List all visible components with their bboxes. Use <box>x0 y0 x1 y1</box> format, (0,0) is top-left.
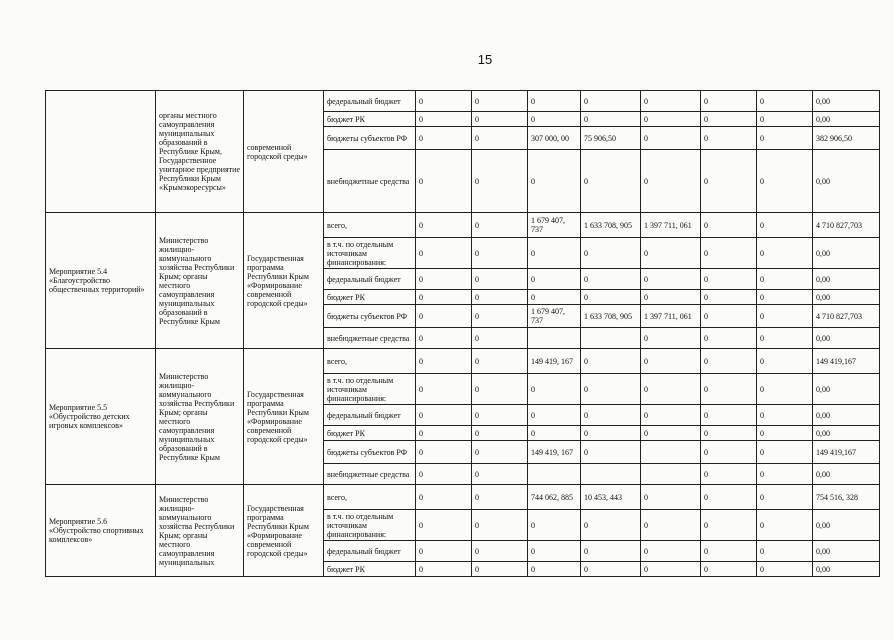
value-total-cell: 149 419,167 <box>813 441 880 464</box>
value-year-6-cell: 0 <box>701 238 757 269</box>
value-year-4-cell: 0 <box>581 150 641 213</box>
value-year-3-cell: 0 <box>528 562 581 577</box>
value-year-5-cell: 0 <box>641 541 701 562</box>
value-year-1-cell: 0 <box>416 485 472 510</box>
event-cell: Мероприятие 5.4 «Благоустройство общественных территорий» <box>46 213 156 349</box>
value-total-cell: 0,00 <box>813 91 880 112</box>
value-year-4-cell: 75 906,50 <box>581 127 641 150</box>
value-year-1-cell: 0 <box>416 238 472 269</box>
value-year-7-cell: 0 <box>757 127 813 150</box>
funding-source-cell: бюджет РК <box>324 290 416 305</box>
value-year-3-cell: 0 <box>528 91 581 112</box>
value-total-cell: 0,00 <box>813 290 880 305</box>
value-year-7-cell: 0 <box>757 269 813 290</box>
table-row <box>46 91 880 112</box>
executor-cell: Министерство жилищно-коммунального хозяйства Республики Крым; органы местного самоуправления муниципальных образований в Республике Крым <box>156 213 244 349</box>
value-year-5-cell: 0 <box>641 405 701 426</box>
value-year-2-cell: 0 <box>472 213 528 238</box>
value-year-5-cell: 0 <box>641 349 701 374</box>
funding-source-cell: внебюджетные средства <box>324 328 416 349</box>
funding-source-cell: бюджет РК <box>324 562 416 577</box>
value-year-4-cell: 1 633 708, 905 <box>581 305 641 328</box>
value-total-cell: 0,00 <box>813 374 880 405</box>
value-year-3-cell: 149 419, 167 <box>528 349 581 374</box>
funding-source-cell: в т.ч. по отдельным источникам финансирования: <box>324 510 416 541</box>
value-total-cell: 4 710 827,703 <box>813 213 880 238</box>
value-year-4-cell: 10 453, 443 <box>581 485 641 510</box>
value-year-6-cell: 0 <box>701 112 757 127</box>
event-cell <box>46 91 156 213</box>
value-year-4-cell: 0 <box>581 374 641 405</box>
funding-source-cell: бюджет РК <box>324 426 416 441</box>
table-row <box>46 213 880 238</box>
value-year-7-cell: 0 <box>757 349 813 374</box>
value-year-3-cell: 0 <box>528 426 581 441</box>
value-year-1-cell: 0 <box>416 127 472 150</box>
value-year-7-cell: 0 <box>757 464 813 485</box>
funding-source-cell: внебюджетные средства <box>324 464 416 485</box>
value-year-3-cell: 0 <box>528 405 581 426</box>
value-year-3-cell: 0 <box>528 290 581 305</box>
value-year-5-cell: 0 <box>641 269 701 290</box>
value-year-1-cell: 0 <box>416 541 472 562</box>
value-year-6-cell: 0 <box>701 328 757 349</box>
value-year-2-cell: 0 <box>472 426 528 441</box>
value-year-3-cell: 0 <box>528 112 581 127</box>
value-year-7-cell: 0 <box>757 305 813 328</box>
funding-source-cell: бюджеты субъектов РФ <box>324 441 416 464</box>
value-year-5-cell: 0 <box>641 112 701 127</box>
value-year-2-cell: 0 <box>472 305 528 328</box>
value-year-6-cell: 0 <box>701 349 757 374</box>
value-year-3-cell: 1 679 407, 737 <box>528 213 581 238</box>
funding-source-cell: федеральный бюджет <box>324 541 416 562</box>
value-year-4-cell: 1 633 708, 905 <box>581 213 641 238</box>
value-year-2-cell: 0 <box>472 328 528 349</box>
value-year-1-cell: 0 <box>416 562 472 577</box>
value-year-1-cell: 0 <box>416 349 472 374</box>
value-year-6-cell: 0 <box>701 541 757 562</box>
value-year-1-cell: 0 <box>416 305 472 328</box>
value-year-5-cell <box>641 441 701 464</box>
value-year-1-cell: 0 <box>416 510 472 541</box>
value-year-6-cell: 0 <box>701 464 757 485</box>
funding-source-cell: в т.ч. по отдельным источникам финансирования: <box>324 374 416 405</box>
value-year-5-cell: 0 <box>641 485 701 510</box>
value-total-cell: 0,00 <box>813 464 880 485</box>
value-year-3-cell: 744 062, 885 <box>528 485 581 510</box>
value-year-5-cell: 1 397 711, 061 <box>641 305 701 328</box>
value-year-3-cell: 0 <box>528 510 581 541</box>
value-total-cell: 0,00 <box>813 238 880 269</box>
value-year-1-cell: 0 <box>416 464 472 485</box>
value-year-3-cell: 1 679 407, 737 <box>528 305 581 328</box>
value-year-4-cell: 0 <box>581 541 641 562</box>
funding-source-cell: федеральный бюджет <box>324 91 416 112</box>
value-year-2-cell: 0 <box>472 441 528 464</box>
value-year-5-cell: 0 <box>641 426 701 441</box>
program-cell: Государственная программа Республики Крым «Формирование современной городской среды» <box>244 213 324 349</box>
value-year-5-cell: 0 <box>641 150 701 213</box>
value-year-1-cell: 0 <box>416 112 472 127</box>
value-year-7-cell: 0 <box>757 374 813 405</box>
value-year-3-cell <box>528 464 581 485</box>
value-year-6-cell: 0 <box>701 91 757 112</box>
value-year-2-cell: 0 <box>472 405 528 426</box>
value-year-4-cell: 0 <box>581 441 641 464</box>
value-year-7-cell: 0 <box>757 112 813 127</box>
value-year-6-cell: 0 <box>701 269 757 290</box>
value-year-4-cell: 0 <box>581 510 641 541</box>
value-year-3-cell: 0 <box>528 374 581 405</box>
value-year-2-cell: 0 <box>472 127 528 150</box>
value-year-7-cell: 0 <box>757 238 813 269</box>
value-year-2-cell: 0 <box>472 150 528 213</box>
value-year-4-cell: 0 <box>581 269 641 290</box>
value-year-1-cell: 0 <box>416 328 472 349</box>
value-year-1-cell: 0 <box>416 213 472 238</box>
value-year-6-cell: 0 <box>701 426 757 441</box>
value-year-6-cell: 0 <box>701 213 757 238</box>
value-year-6-cell: 0 <box>701 305 757 328</box>
value-year-4-cell: 0 <box>581 562 641 577</box>
budget-table <box>45 90 880 577</box>
value-year-7-cell: 0 <box>757 562 813 577</box>
value-year-5-cell: 0 <box>641 127 701 150</box>
value-year-6-cell: 0 <box>701 562 757 577</box>
value-year-2-cell: 0 <box>472 562 528 577</box>
value-year-2-cell: 0 <box>472 510 528 541</box>
funding-source-cell: всего, <box>324 485 416 510</box>
value-year-3-cell: 307 000, 00 <box>528 127 581 150</box>
value-year-7-cell: 0 <box>757 441 813 464</box>
value-year-6-cell: 0 <box>701 441 757 464</box>
funding-source-cell: федеральный бюджет <box>324 405 416 426</box>
value-year-6-cell: 0 <box>701 127 757 150</box>
page-number: 15 <box>477 52 493 67</box>
value-year-1-cell: 0 <box>416 405 472 426</box>
value-total-cell: 0,00 <box>813 150 880 213</box>
event-cell: Мероприятие 5.6 «Обустройство спортивных комплексов» <box>46 485 156 577</box>
funding-source-cell: федеральный бюджет <box>324 269 416 290</box>
value-year-4-cell: 0 <box>581 290 641 305</box>
value-year-5-cell: 0 <box>641 374 701 405</box>
value-year-7-cell: 0 <box>757 290 813 305</box>
value-year-6-cell: 0 <box>701 374 757 405</box>
value-year-4-cell: 0 <box>581 91 641 112</box>
value-year-5-cell: 0 <box>641 562 701 577</box>
value-total-cell: 149 419,167 <box>813 349 880 374</box>
value-year-3-cell: 0 <box>528 150 581 213</box>
value-year-1-cell: 0 <box>416 269 472 290</box>
value-year-1-cell: 0 <box>416 374 472 405</box>
value-total-cell: 0,00 <box>813 510 880 541</box>
value-total-cell: 754 516, 328 <box>813 485 880 510</box>
value-year-1-cell: 0 <box>416 91 472 112</box>
table-row <box>46 485 880 510</box>
executor-cell: Министерство жилищно-коммунального хозяйства Республики Крым; органы местного самоуправления муниципальных <box>156 485 244 577</box>
value-year-6-cell: 0 <box>701 405 757 426</box>
value-total-cell: 0,00 <box>813 328 880 349</box>
funding-source-cell: всего, <box>324 213 416 238</box>
value-year-2-cell: 0 <box>472 269 528 290</box>
value-year-3-cell: 0 <box>528 238 581 269</box>
value-year-6-cell: 0 <box>701 290 757 305</box>
funding-source-cell: внебюджетные средства <box>324 150 416 213</box>
value-year-7-cell: 0 <box>757 328 813 349</box>
value-year-5-cell: 0 <box>641 290 701 305</box>
value-year-4-cell: 0 <box>581 112 641 127</box>
value-year-3-cell: 0 <box>528 269 581 290</box>
value-total-cell: 0,00 <box>813 541 880 562</box>
value-year-3-cell: 0 <box>528 541 581 562</box>
value-total-cell: 0,00 <box>813 269 880 290</box>
value-year-3-cell <box>528 328 581 349</box>
value-year-6-cell: 0 <box>701 485 757 510</box>
funding-source-cell: бюджет РК <box>324 112 416 127</box>
program-cell: Государственная программа Республики Крым «Формирование современной городской среды» <box>244 349 324 485</box>
value-year-4-cell <box>581 328 641 349</box>
value-year-2-cell: 0 <box>472 112 528 127</box>
value-year-7-cell: 0 <box>757 485 813 510</box>
value-year-7-cell: 0 <box>757 91 813 112</box>
value-year-7-cell: 0 <box>757 405 813 426</box>
value-year-4-cell: 0 <box>581 426 641 441</box>
executor-cell: органы местного самоуправления муниципальных образований в Республике Крым, Государственное унитарное предприятие Республики Крым «Крымэкоресурсы» <box>156 91 244 213</box>
funding-source-cell: всего, <box>324 349 416 374</box>
value-year-3-cell: 149 419, 167 <box>528 441 581 464</box>
value-year-7-cell: 0 <box>757 541 813 562</box>
value-year-4-cell: 0 <box>581 405 641 426</box>
value-year-2-cell: 0 <box>472 91 528 112</box>
value-year-6-cell: 0 <box>701 150 757 213</box>
value-year-2-cell: 0 <box>472 290 528 305</box>
value-total-cell: 0,00 <box>813 426 880 441</box>
value-year-1-cell: 0 <box>416 290 472 305</box>
value-year-7-cell: 0 <box>757 150 813 213</box>
executor-cell: Министерство жилищно-коммунального хозяйства Республики Крым; органы местного самоуправления муниципальных образований в Республике Крым <box>156 349 244 485</box>
value-year-7-cell: 0 <box>757 510 813 541</box>
program-cell: современной городской среды» <box>244 91 324 213</box>
value-year-2-cell: 0 <box>472 349 528 374</box>
value-total-cell: 382 906,50 <box>813 127 880 150</box>
value-year-2-cell: 0 <box>472 374 528 405</box>
value-year-5-cell: 0 <box>641 91 701 112</box>
value-total-cell: 0,00 <box>813 112 880 127</box>
value-year-2-cell: 0 <box>472 541 528 562</box>
value-year-5-cell: 0 <box>641 510 701 541</box>
value-year-5-cell <box>641 464 701 485</box>
value-total-cell: 4 710 827,703 <box>813 305 880 328</box>
funding-source-cell: бюджеты субъектов РФ <box>324 127 416 150</box>
event-cell: Мероприятие 5.5 «Обустройство детских игровых комплексов» <box>46 349 156 485</box>
program-cell: Государственная программа Республики Крым «Формирование современной городской среды» <box>244 485 324 577</box>
value-year-1-cell: 0 <box>416 426 472 441</box>
value-year-2-cell: 0 <box>472 464 528 485</box>
value-year-7-cell: 0 <box>757 426 813 441</box>
value-total-cell: 0,00 <box>813 562 880 577</box>
value-total-cell: 0,00 <box>813 405 880 426</box>
value-year-4-cell: 0 <box>581 349 641 374</box>
value-year-5-cell: 0 <box>641 328 701 349</box>
value-year-5-cell: 1 397 711, 061 <box>641 213 701 238</box>
value-year-4-cell: 0 <box>581 238 641 269</box>
value-year-5-cell: 0 <box>641 238 701 269</box>
value-year-4-cell <box>581 464 641 485</box>
funding-source-cell: в т.ч. по отдельным источникам финансирования: <box>324 238 416 269</box>
value-year-2-cell: 0 <box>472 485 528 510</box>
funding-source-cell: бюджеты субъектов РФ <box>324 305 416 328</box>
table-body <box>46 91 880 577</box>
value-year-6-cell: 0 <box>701 510 757 541</box>
value-year-2-cell: 0 <box>472 238 528 269</box>
value-year-1-cell: 0 <box>416 150 472 213</box>
value-year-1-cell: 0 <box>416 441 472 464</box>
value-year-7-cell: 0 <box>757 213 813 238</box>
table-row <box>46 349 880 374</box>
